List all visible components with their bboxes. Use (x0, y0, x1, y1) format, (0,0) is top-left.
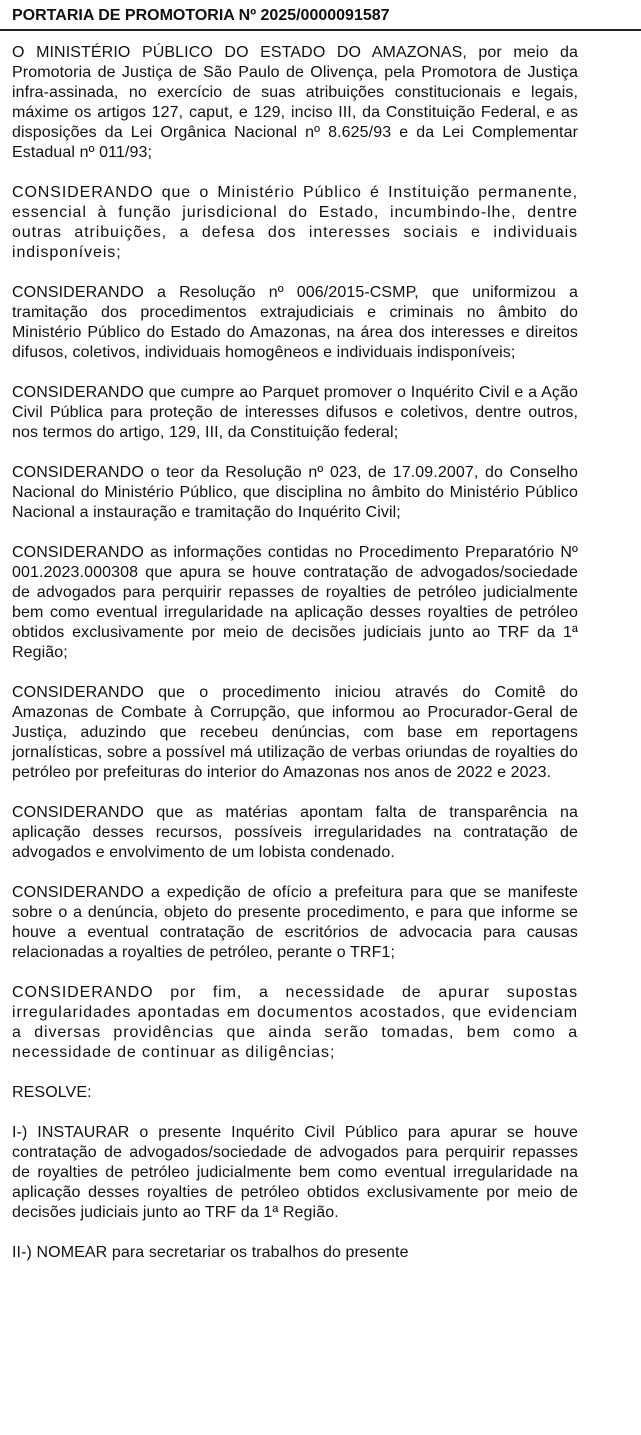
paragraph-considerando-6: CONSIDERANDO que o procedimento iniciou através do Comitê do Amazonas de Combate à Corrupção, que informou ao Procurador-Geral de Justiça, aduzindo que recebeu denúncias, com base em reportagens jornalísticas, sobre a possível má utilização de verbas oriundas de royalties do petróleo por prefeituras do interior do Amazonas nos anos de 2022 e 2023. (12, 684, 578, 781)
paragraph-considerando-2: CONSIDERANDO a Resolução nº 006/2015-CSMP, que uniformizou a tramitação dos procedimentos extrajudiciais e criminais no âmbito do Ministério Público do Estado do Amazonas, na área dos interesses e direitos difusos, coletivos, individuais homogêneos e individuais indisponíveis; (12, 284, 578, 361)
paragraph-considerando-1: CONSIDERANDO que o Ministério Público é Instituição permanente, essencial à função jurisdicional do Estado, incumbindo-lhe, dentre outras atribuições, a defesa dos interesses sociais e individuais indisponíveis; (12, 184, 578, 261)
paragraph-considerando-5: CONSIDERANDO as informações contidas no Procedimento Preparatório Nº 001.2023.000308 que apura se houve contratação de advogados/sociedade de advogados para perquirir repasses de royalties de petróleo judicialmente bem como eventual irregularidade na aplicação desses royalties de petróleo obtidos exclusivamente por meio de decisões judiciais junto ao TRF da 1ª Região; (12, 544, 578, 661)
paragraph-preamble: O MINISTÉRIO PÚBLICO DO ESTADO DO AMAZONAS, por meio da Promotoria de Justiça de São Paulo de Olivença, pela Promotora de Justiça infra-assinada, no exercício de suas atribuições constitucionais e legais, máxime os artigos 127, caput, e 129, inciso III, da Constituição Federal, e as disposições da Lei Orgânica Nacional nº 8.625/93 e da Lei Complementar Estadual nº 011/93; (12, 44, 578, 161)
paragraph-considerando-7: CONSIDERANDO que as matérias apontam falta de transparência na aplicação desses recursos, possíveis irregularidades na contratação de advogados e envolvimento de um lobista condenado. (12, 804, 578, 861)
paragraph-considerando-3: CONSIDERANDO que cumpre ao Parquet promover o Inquérito Civil e a Ação Civil Pública para proteção de interesses difusos e coletivos, dentre outros, nos termos do artigo, 129, III, da Constituição federal; (12, 384, 578, 441)
paragraph-resolve: RESOLVE: (12, 1084, 92, 1101)
paragraph-item-1: I-) INSTAURAR o presente Inquérito Civil Público para apurar se houve contratação de advogados/sociedade de advogados para perquirir repasses de royalties de petróleo judicialmente bem como eventual irregularidade na aplicação desses royalties de petróleo obtidos exclusivamente por meio de decisões judiciais junto ao TRF da 1ª Região. (12, 1124, 578, 1221)
document-title: PORTARIA DE PROMOTORIA Nº 2025/0000091587 (0, 6, 641, 31)
paragraph-considerando-8: CONSIDERANDO a expedição de ofício a prefeitura para que se manifeste sobre o a denúncia, objeto do presente procedimento, e para que informe se houve a eventual contratação de escritórios de advocacia para causas relacionadas a royalties de petróleo, perante o TRF1; (12, 884, 578, 961)
paragraph-considerando-9: CONSIDERANDO por fim, a necessidade de apurar supostas irregularidades apontadas em documentos acostados, que evidenciam a diversas providências que ainda serão tomadas, bem como a necessidade de continuar as diligências; (12, 984, 578, 1061)
paragraph-item-2: II-) NOMEAR para secretariar os trabalhos do presente (12, 1244, 409, 1261)
paragraph-considerando-4: CONSIDERANDO o teor da Resolução nº 023, de 17.09.2007, do Conselho Nacional do Ministério Público, que disciplina no âmbito do Ministério Público Nacional a instauração e tramitação do Inquérito Civil; (12, 464, 578, 521)
